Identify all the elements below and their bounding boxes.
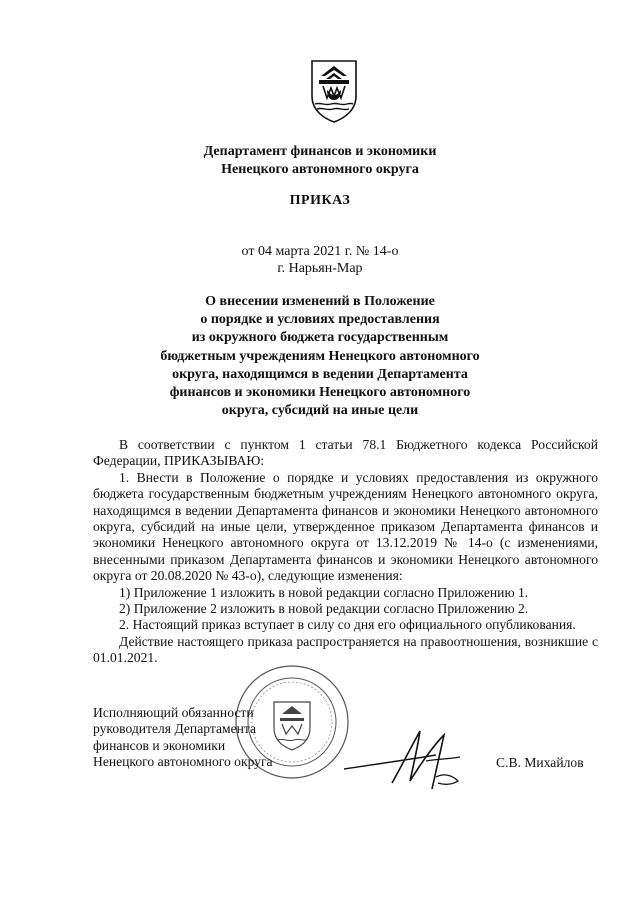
body-paragraph: В соответствии с пунктом 1 статьи 78.1 Бюджетного кодекса Российской Федерации, ПРИКАЗЫВАЮ: xyxy=(93,437,598,469)
document-type: ПРИКАЗ xyxy=(289,193,351,208)
position-line: руководителя Департамента xyxy=(93,721,257,737)
body-paragraph: 2) Приложение 2 изложить в новой редакции согласно Приложению 2. xyxy=(119,601,529,617)
position-line: Ненецкого автономного округа xyxy=(93,754,273,770)
subject-line: О внесении изменений в Положение xyxy=(205,294,435,309)
order-body xyxy=(93,437,598,667)
subject-line: бюджетным учреждениям Ненецкого автономного xyxy=(160,348,480,364)
subject-line: округа, находящимся в ведении Департамента xyxy=(172,366,468,382)
body-paragraph: 2. Настоящий приказ вступает в силу со дня его официального опубликования. xyxy=(119,617,576,633)
signatory-position xyxy=(93,705,293,771)
department-line-2: Ненецкого автономного округа xyxy=(221,162,419,177)
order-subject xyxy=(0,293,640,420)
body-paragraph: 1. Внести в Положение о порядке и условиях предоставления из окружного бюджета государственным бюджетным учреждениям Ненецкого автономного округа, находящимся в ведении Департамента финансов и экономики Ненецкого автономного округа, субсидий на иные цели, утвержденное приказом Департамента финансов и экономики Ненецкого автономного округа от 13.12.2019 № 14-о (с изменениями, внесенными приказом Департамента финансов и экономики Ненецкого автономного округа от 20.08.2020 № 43-о), следующие изменения: xyxy=(93,469,598,584)
handwritten-signature-icon xyxy=(340,725,490,795)
date-and-place xyxy=(0,243,640,277)
signatory-name: С.В. Михайлов xyxy=(496,755,584,770)
subject-line: округа, субсидий на иные цели xyxy=(221,403,419,419)
body-paragraph: Действие настоящего приказа распространяется на правоотношения, возникшие с 01.01.2021. xyxy=(93,633,598,666)
position-line: Исполняющий обязанности xyxy=(93,705,254,720)
order-date-number: от 04 марта 2021 г. № 14-о xyxy=(241,244,399,259)
department-line-1: Департамент финансов и экономики xyxy=(203,144,437,159)
subject-line: финансов и экономики Ненецкого автономного xyxy=(169,385,471,401)
department-name xyxy=(0,143,640,179)
subject-line: о порядке и условиях предоставления xyxy=(200,312,440,328)
order-place: г. Нарьян-Мар xyxy=(277,261,363,276)
position-line: финансов и экономики xyxy=(93,737,226,753)
subject-line: из окружного бюджета государственным xyxy=(191,330,449,346)
body-paragraph: 1) Приложение 1 изложить в новой редакции согласно Приложению 1. xyxy=(119,584,529,600)
coat-of-arms-icon xyxy=(309,58,359,124)
